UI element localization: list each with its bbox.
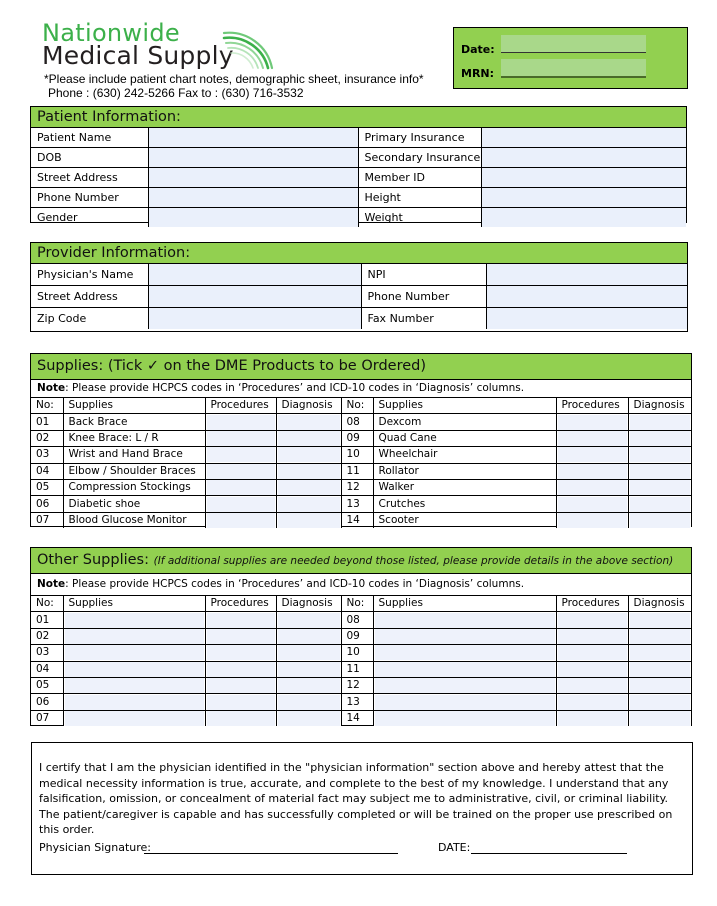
column-header: No: [31, 398, 63, 414]
physician-name-input[interactable] [148, 264, 361, 286]
row-number: 10 [341, 645, 373, 661]
procedures-input[interactable] [205, 661, 276, 677]
diagnosis-input[interactable] [628, 430, 691, 446]
column-header: Diagnosis [276, 596, 341, 612]
checkmark-icon: ✓ [146, 358, 160, 374]
row-number: 08 [341, 414, 373, 430]
table-row [31, 677, 691, 693]
field-label: Primary Insurance [358, 128, 481, 148]
provider-street-address-input[interactable] [148, 286, 361, 308]
row-number: 14 [341, 512, 373, 528]
row-number: 04 [31, 463, 63, 479]
procedures-input[interactable] [205, 479, 276, 495]
table-row [31, 661, 691, 677]
section-title: Provider Information: [31, 243, 687, 264]
row-number: 05 [31, 677, 63, 693]
diagnosis-input[interactable] [276, 479, 341, 495]
procedures-input[interactable] [205, 414, 276, 430]
diagnosis-input[interactable] [628, 628, 691, 644]
table-row [31, 612, 691, 628]
procedures-input[interactable] [556, 414, 628, 430]
row-number: 09 [341, 430, 373, 446]
diagnosis-input[interactable] [628, 479, 691, 495]
procedures-input[interactable] [556, 430, 628, 446]
other-supplies-table [31, 596, 691, 726]
procedures-input[interactable] [205, 628, 276, 644]
table-row [31, 628, 691, 644]
supply-item[interactable]: Rollator [373, 463, 556, 479]
row-number: 11 [341, 463, 373, 479]
supply-item[interactable]: Dexcom [373, 414, 556, 430]
field-label: Phone Number [361, 286, 486, 308]
supply-name-input[interactable] [63, 612, 205, 628]
table-row [31, 512, 691, 528]
other-supplies-note [31, 574, 691, 596]
procedures-input[interactable] [205, 496, 276, 512]
row-number: 05 [31, 479, 63, 495]
signature-date-label: DATE: [438, 841, 471, 854]
field-label: Weight [358, 208, 481, 228]
note-text: : Please provide HCPCS codes in ‘Procedures’ and ICD-10 codes in ‘Diagnosis’ columns. [65, 382, 525, 394]
supply-name-input[interactable] [373, 645, 556, 661]
procedures-input[interactable] [556, 645, 628, 661]
diagnosis-input[interactable] [628, 710, 691, 726]
field-label: Secondary Insurance [358, 148, 481, 168]
supply-name-input[interactable] [373, 628, 556, 644]
date-field[interactable] [501, 35, 646, 53]
supply-item[interactable]: Quad Cane [373, 430, 556, 446]
supply-name-input[interactable] [373, 694, 556, 710]
row-number: 10 [341, 447, 373, 463]
row-number: 13 [341, 496, 373, 512]
diagnosis-input[interactable] [628, 612, 691, 628]
diagnosis-input[interactable] [628, 645, 691, 661]
diagnosis-input[interactable] [628, 512, 691, 528]
supply-name-input[interactable] [373, 612, 556, 628]
supply-name-input[interactable] [63, 645, 205, 661]
fax-number-input[interactable] [486, 308, 687, 330]
patient-info-table [31, 128, 686, 227]
field-label: Street Address [31, 168, 148, 188]
supply-name-input[interactable] [373, 710, 556, 726]
procedures-input[interactable] [556, 479, 628, 495]
field-label: Zip Code [31, 308, 148, 330]
column-header: Supplies [373, 596, 556, 612]
zip-code-input[interactable] [148, 308, 361, 330]
supply-name-input[interactable] [373, 661, 556, 677]
row-number: 09 [341, 628, 373, 644]
column-header: Diagnosis [276, 398, 341, 414]
table-header-row [31, 398, 691, 414]
column-header: Supplies [373, 398, 556, 414]
section-title: Patient Information: [31, 107, 686, 128]
supply-item[interactable]: Diabetic shoe [63, 496, 205, 512]
supply-item[interactable]: Scooter [373, 512, 556, 528]
procedures-input[interactable] [205, 512, 276, 528]
provider-phone-input[interactable] [486, 286, 687, 308]
field-label: Gender [31, 208, 148, 228]
table-row [31, 308, 687, 330]
procedures-input[interactable] [205, 430, 276, 446]
certification-statement: I certify that I am the physician identified in the "physician information" section above and hereby attest that the medical necessity information is true, accurate, and complete to the best of my knowledge. I understand that any falsification, omission, or concealment of material fact may subject me to administrative, civil, or criminal liability. The patient/caregiver is capable and has successfully completed or will be trained on the proper use prescribed on this order. [39, 761, 673, 837]
table-row [31, 694, 691, 710]
row-number: 12 [341, 677, 373, 693]
supply-item[interactable]: Elbow / Shoulder Braces [63, 463, 205, 479]
procedures-input[interactable] [205, 677, 276, 693]
patient-street-address-input[interactable] [148, 168, 358, 188]
npi-input[interactable] [486, 264, 687, 286]
diagnosis-input[interactable] [628, 414, 691, 430]
supply-name-input[interactable] [63, 628, 205, 644]
column-header: Diagnosis [628, 596, 691, 612]
supplies-title: Supplies [37, 358, 99, 374]
row-number: 03 [31, 447, 63, 463]
provider-info-table [31, 264, 687, 329]
table-row [31, 447, 691, 463]
table-row [31, 710, 691, 726]
column-header: Diagnosis [628, 398, 691, 414]
supply-item[interactable]: Knee Brace: L / R [63, 430, 205, 446]
certification-box [31, 742, 693, 875]
procedures-input[interactable] [556, 677, 628, 693]
column-header: No: [341, 596, 373, 612]
field-label: Patient Name [31, 128, 148, 148]
section-title [31, 354, 691, 380]
contact-info: Phone : (630) 242-5266 Fax to : (630) 716-3532 [48, 86, 304, 100]
diagnosis-input[interactable] [276, 512, 341, 528]
table-row [31, 430, 691, 446]
secondary-insurance-input[interactable] [481, 148, 686, 168]
procedures-input[interactable] [205, 447, 276, 463]
row-number: 14 [341, 710, 373, 726]
procedures-input[interactable] [556, 463, 628, 479]
procedures-input[interactable] [205, 612, 276, 628]
supply-item[interactable]: Back Brace [63, 414, 205, 430]
patient-information-section [30, 106, 687, 223]
row-number: 07 [31, 512, 63, 528]
table-row [31, 148, 686, 168]
supply-name-input[interactable] [63, 661, 205, 677]
table-header-row [31, 596, 691, 612]
logo-medical-supply: Medical Supply [42, 41, 234, 70]
other-supplies-section [30, 547, 692, 726]
diagnosis-input[interactable] [276, 447, 341, 463]
table-row [31, 168, 686, 188]
row-number: 11 [341, 661, 373, 677]
table-row [31, 463, 691, 479]
diagnosis-input[interactable] [276, 661, 341, 677]
field-label: Fax Number [361, 308, 486, 330]
procedures-input[interactable] [556, 628, 628, 644]
supply-item[interactable]: Compression Stockings [63, 479, 205, 495]
row-number: 03 [31, 645, 63, 661]
row-number: 13 [341, 694, 373, 710]
supplies-title-end: on the DME Products to be Ordered) [159, 358, 426, 374]
patient-name-input[interactable] [148, 128, 358, 148]
row-number: 02 [31, 628, 63, 644]
height-input[interactable] [481, 188, 686, 208]
field-label: Street Address [31, 286, 148, 308]
diagnosis-input[interactable] [628, 694, 691, 710]
table-row [31, 264, 687, 286]
supply-item[interactable]: Wrist and Hand Brace [63, 447, 205, 463]
diagnosis-input[interactable] [628, 677, 691, 693]
supplies-section [30, 353, 692, 527]
section-title [31, 548, 691, 574]
logo-nationwide: Nationwide [42, 19, 180, 47]
date-mrn-box [453, 27, 688, 89]
physician-signature-label: Physician Signature: [39, 841, 151, 854]
mrn-label: MRN: [461, 67, 495, 80]
column-header: No: [341, 398, 373, 414]
table-row [31, 286, 687, 308]
row-number: 01 [31, 414, 63, 430]
member-id-input[interactable] [481, 168, 686, 188]
row-number: 08 [341, 612, 373, 628]
supplies-title-rest: : (Tick [98, 358, 147, 374]
supply-name-input[interactable] [63, 694, 205, 710]
procedures-input[interactable] [556, 710, 628, 726]
physician-signature-field[interactable] [144, 853, 398, 854]
diagnosis-input[interactable] [276, 628, 341, 644]
procedures-input[interactable] [205, 463, 276, 479]
supply-name-input[interactable] [63, 677, 205, 693]
column-header: Supplies [63, 398, 205, 414]
column-header: Procedures [205, 398, 276, 414]
diagnosis-input[interactable] [628, 496, 691, 512]
note-label: Note [37, 578, 66, 590]
diagnosis-input[interactable] [276, 694, 341, 710]
procedures-input[interactable] [205, 645, 276, 661]
patient-phone-input[interactable] [148, 188, 358, 208]
other-supplies-subtitle: (If additional supplies are needed beyond those listed, please provide details in the above section) [153, 555, 674, 567]
diagnosis-input[interactable] [628, 661, 691, 677]
column-header: Procedures [556, 398, 628, 414]
supply-item[interactable]: Blood Glucose Monitor [63, 512, 205, 528]
diagnosis-input[interactable] [628, 447, 691, 463]
diagnosis-input[interactable] [628, 463, 691, 479]
column-header: Supplies [63, 596, 205, 612]
row-number: 06 [31, 496, 63, 512]
field-label: DOB [31, 148, 148, 168]
field-label: NPI [361, 264, 486, 286]
table-row [31, 128, 686, 148]
table-row [31, 208, 686, 228]
procedures-input[interactable] [556, 694, 628, 710]
table-row [31, 645, 691, 661]
date-label: Date: [461, 43, 495, 56]
procedures-input[interactable] [556, 512, 628, 528]
supply-item[interactable]: Crutches [373, 496, 556, 512]
provider-information-section [30, 242, 688, 332]
diagnosis-input[interactable] [276, 710, 341, 726]
diagnosis-input[interactable] [276, 612, 341, 628]
diagnosis-input[interactable] [276, 677, 341, 693]
dob-input[interactable] [148, 148, 358, 168]
primary-insurance-input[interactable] [481, 128, 686, 148]
supplies-table [31, 398, 691, 528]
diagnosis-input[interactable] [276, 414, 341, 430]
field-label: Member ID [358, 168, 481, 188]
note-text: : Please provide HCPCS codes in ‘Procedures’ and ICD-10 codes in ‘Diagnosis’ columns. [65, 578, 525, 590]
signal-arcs-icon [222, 22, 274, 70]
table-row [31, 496, 691, 512]
signature-date-field[interactable] [471, 853, 627, 854]
procedures-input[interactable] [205, 710, 276, 726]
other-supplies-title: Other Supplies: [37, 552, 154, 568]
column-header: Procedures [556, 596, 628, 612]
field-label: Physician's Name [31, 264, 148, 286]
supplies-note [31, 380, 691, 398]
submission-instructions: *Please include patient chart notes, demographic sheet, insurance info* [44, 72, 424, 86]
supply-name-input[interactable] [63, 710, 205, 726]
diagnosis-input[interactable] [276, 430, 341, 446]
procedures-input[interactable] [556, 661, 628, 677]
table-row [31, 188, 686, 208]
diagnosis-input[interactable] [276, 496, 341, 512]
table-row [31, 414, 691, 430]
column-header: Procedures [205, 596, 276, 612]
row-number: 04 [31, 661, 63, 677]
procedures-input[interactable] [556, 447, 628, 463]
procedures-input[interactable] [556, 496, 628, 512]
supply-item[interactable]: Wheelchair [373, 447, 556, 463]
field-label: Phone Number [31, 188, 148, 208]
row-number: 02 [31, 430, 63, 446]
procedures-input[interactable] [205, 694, 276, 710]
column-header: No: [31, 596, 63, 612]
diagnosis-input[interactable] [276, 645, 341, 661]
weight-input[interactable] [481, 208, 686, 228]
table-row [31, 479, 691, 495]
mrn-field[interactable] [501, 59, 646, 78]
gender-input[interactable] [148, 208, 358, 228]
note-label: Note [37, 382, 66, 394]
supply-item[interactable]: Walker [373, 479, 556, 495]
row-number: 01 [31, 612, 63, 628]
diagnosis-input[interactable] [276, 463, 341, 479]
row-number: 12 [341, 479, 373, 495]
row-number: 06 [31, 694, 63, 710]
supply-name-input[interactable] [373, 677, 556, 693]
procedures-input[interactable] [556, 612, 628, 628]
field-label: Height [358, 188, 481, 208]
row-number: 07 [31, 710, 63, 726]
